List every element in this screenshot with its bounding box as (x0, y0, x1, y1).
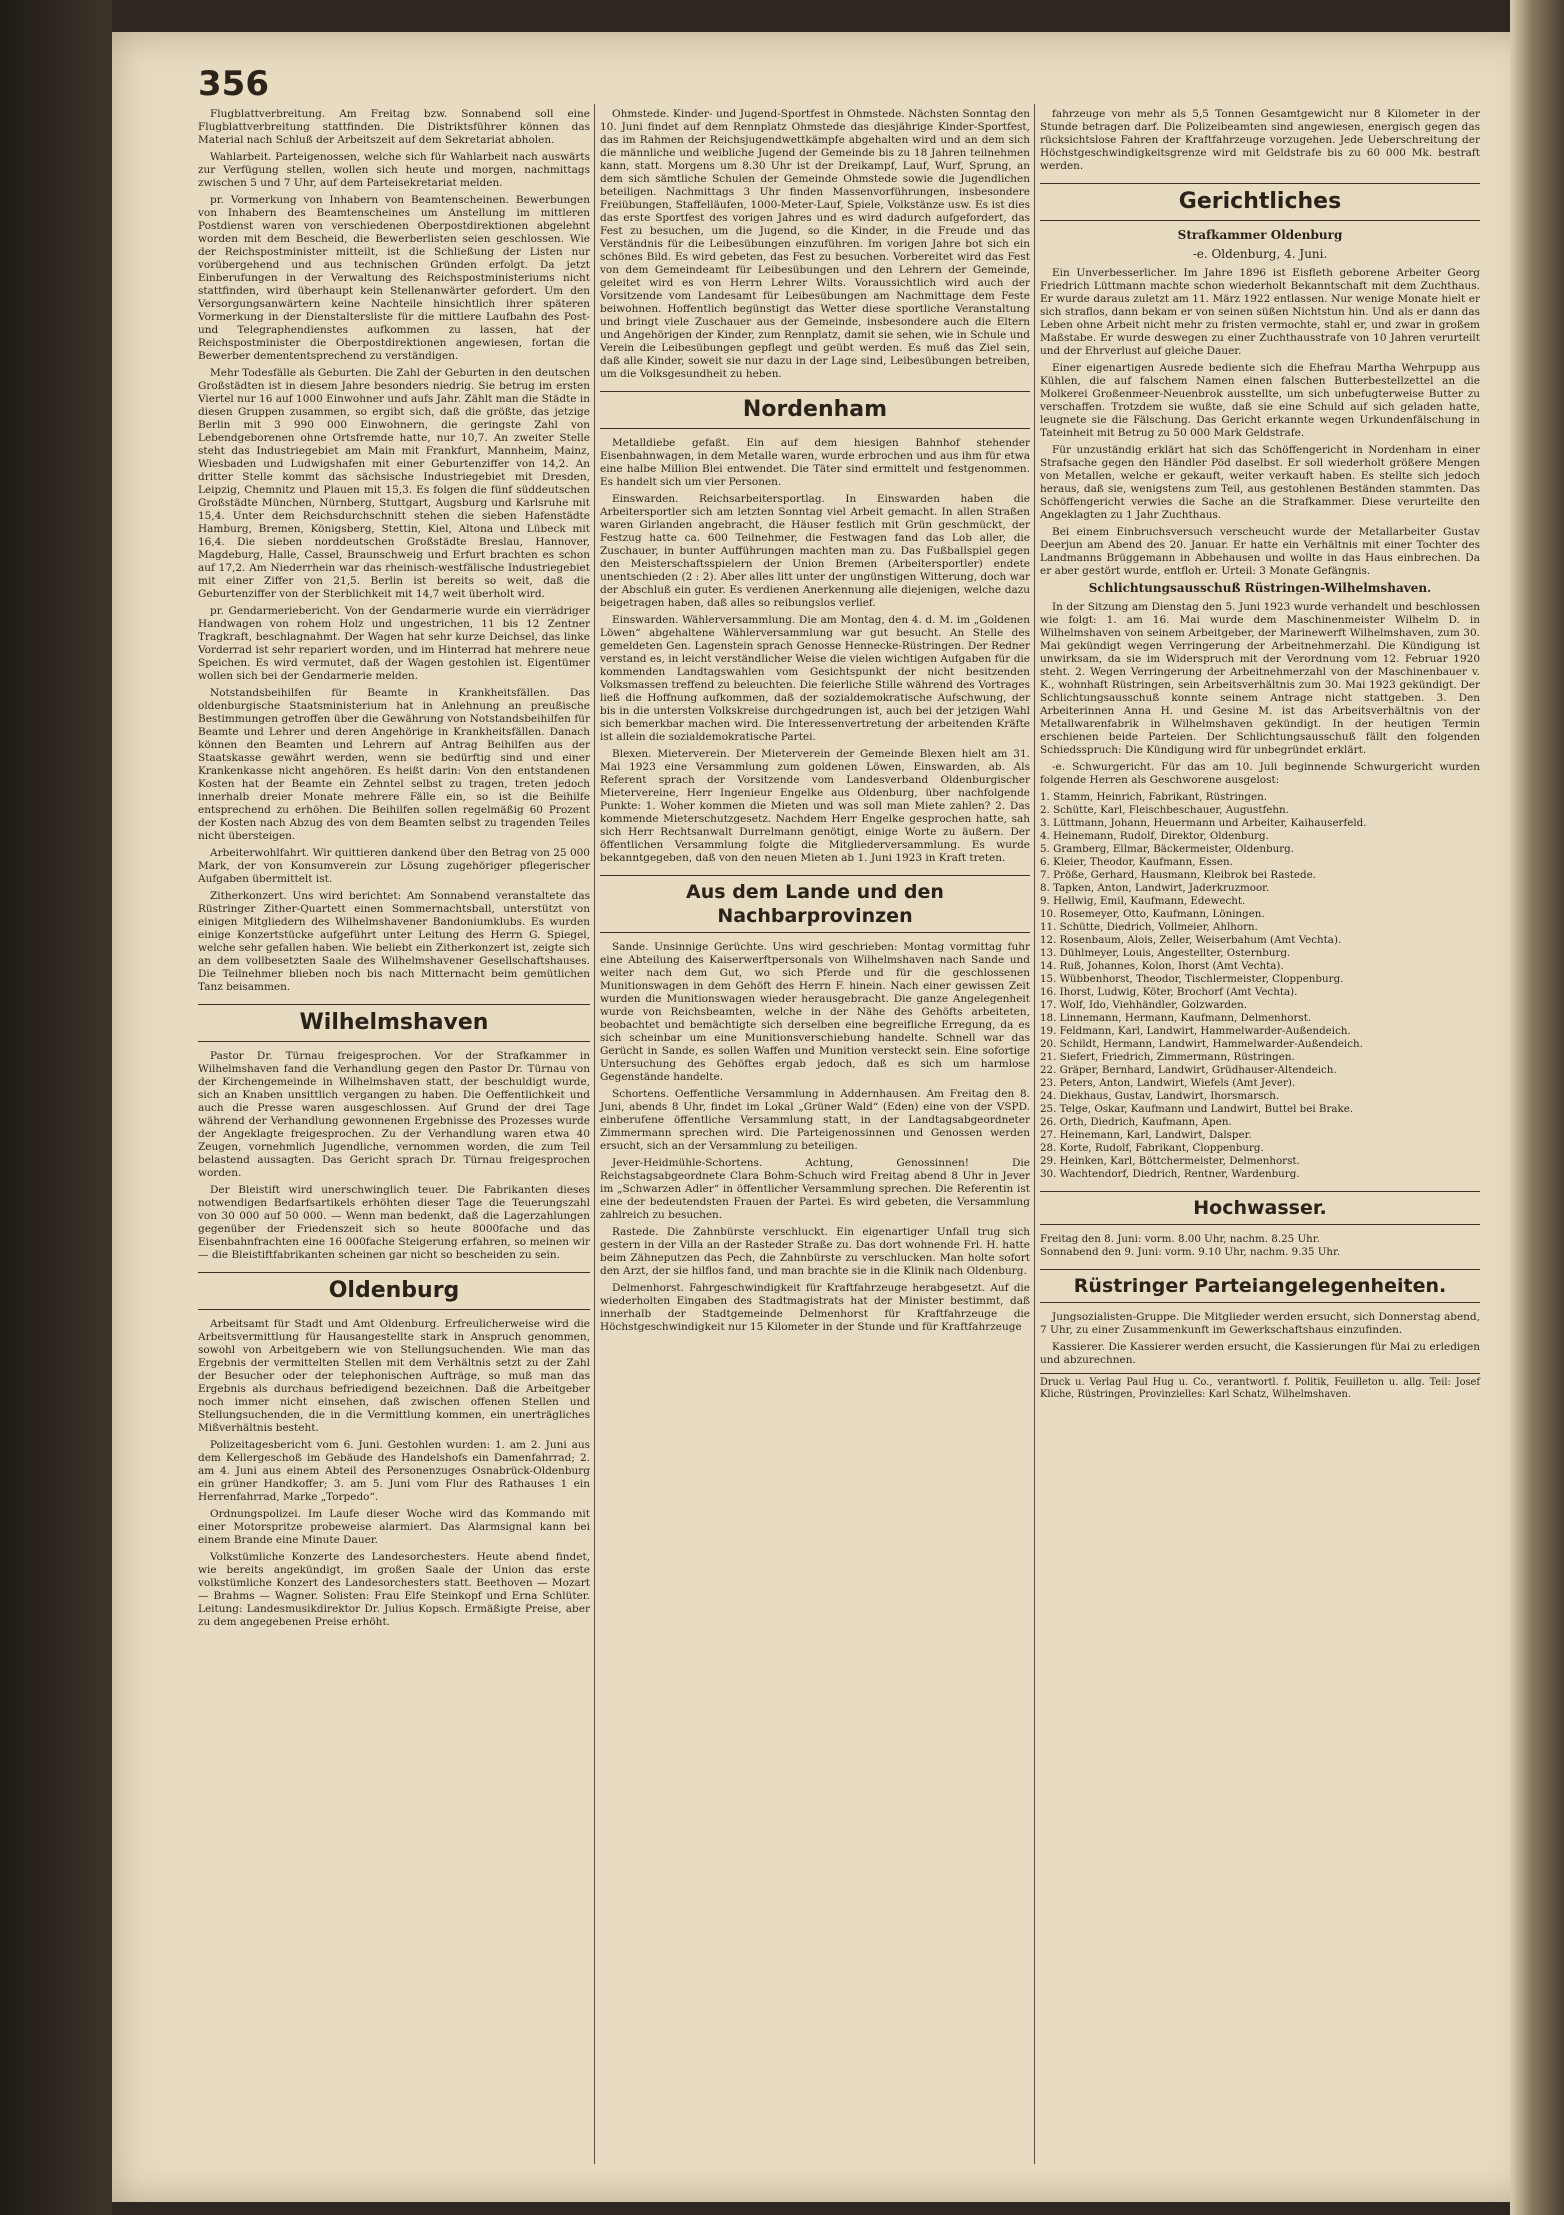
section-heading-parteiangelegenheiten: Rüstringer Parteiangelegenheiten. (1040, 1269, 1480, 1303)
dateline: -e. Oldenburg, 4. Juni. (1192, 247, 1328, 261)
juror-item: 21. Siefert, Friedrich, Zimmermann, Rüstringen. (1040, 1051, 1295, 1063)
juror-item: 5. Gramberg, Ellmar, Bäckermeister, Oldenburg. (1040, 843, 1295, 855)
article-paragraph: Rastede. Die Zahnbürste verschluckt. Ein eigenartiger Unfall trug sich gestern in der Villa an der Rasteder Straße zu. Das dort wohnende Frl. H. hatte beim Zähneputzen das Pech, die Zahnbürste zu verschlucken. Man holte sofort den Arzt, der sie hilflos fand, und man brachte sie in die Klinik nach Oldenburg. (600, 1226, 1030, 1277)
juror-item: 14. Ruß, Johannes, Kolon, Ihorst (Amt Vechta). (1040, 960, 1284, 972)
binding-edge-right (1510, 0, 1564, 2215)
section-heading-oldenburg: Oldenburg (198, 1272, 590, 1310)
juror-item: 2. Schütte, Karl, Fleischbeschauer, Augustfehn. (1040, 804, 1289, 816)
article-paragraph: Einer eigenartigen Ausrede bediente sich die Ehefrau Martha Wehrpupp aus Kühlen, die auf falschem Namen einen falschen Butterbestellzettel an die Molkerei Großenmeer-Neuenbrok ausstellte, um sich unbefugterweise Butter zu verschaffen. Trotzdem sie wußte, daß sie eine Schuld auf sich geladen hatte, leugnete sie die Fälschung. Das Gericht erkannte wegen Urkundenfälschung in Tateinheit mit Betrug zu 50 000 Mark Geldstrafe. (1040, 362, 1480, 439)
article-paragraph: Kassierer. Die Kassierer werden ersucht, die Kassierungen für Mai zu erledigen und abzurechnen. (1040, 1341, 1480, 1366)
hochwasser-line: Sonnabend den 9. Juni: vorm. 9.10 Uhr, nachm. 9.35 Uhr. (1040, 1246, 1341, 1258)
article-paragraph: Mehr Todesfälle als Geburten. Die Zahl der Geburten in den deutschen Großstädten ist in diesem Jahre besonders niedrig. Sie betrug im ersten Viertel nur 16 auf 1000 Einwohner und aufs Jahr. Zählt man die Städte in diesen Gruppen zusammen, so ergibt sich, daß die größte, das jetzige Berlin mit 3 990 000 Einwohnern, die geringste Zahl von Lebendgeborenen ohne Ortsfremde hatte, nur 10,7. An zweiter Stelle steht das Industriegebiet am Main mit Frankfurt, Mannheim, Mainz, Wiesbaden und Ludwigshafen mit einer Geburtenziffer von 14,2. An dritter Stelle kommt das sächsische Industriegebiet mit Dresden, Leipzig, Chemnitz und Plauen mit 15,3. Es folgen die fünf süddeutschen Großstädte München, Nürnberg, Stuttgart, Augsburg und Karlsruhe mit 15,4. Unter dem Reichsdurchschnitt stehen die sieben Hafenstädte Hamburg, Bremen, Königsberg, Stettin, Kiel, Altona und Lübeck mit 16,4. Die sieben norddeutschen Großstädte Breslau, Hannover, Magdeburg, Halle, Cassel, Braunschweig und Erfurt brachten es schon auf 17,2. Am Niederrhein war das rheinisch-westfälische Industriegebiet mit einer Ziffer von 21,5. Berlin ist bereits so weit, daß die Geburtenziffer von der Sterblichkeit mit 14,7 weit überholt wird. (198, 367, 590, 600)
article-paragraph: Schortens. Oeffentliche Versammlung in Addernhausen. Am Freitag den 8. Juni, abends 8 Uhr, findet im Lokal „Grüner Wald“ (Eden) eine von der VSPD. einberufene öffentliche Versammlung statt, in der Landtagsabgeordneter Zimmermann sprechen wird. Die Parteigenossinnen und Genossen werden ersucht, sich an der Versammlung zu beteiligen. (600, 1088, 1030, 1152)
imprint: Druck u. Verlag Paul Hug u. Co., verantwortl. f. Politik, Feuilleton u. allg. Teil: Josef Kliche, Rüstringen, Provinzielles: Karl Schatz, Wilhelmshaven. (1040, 1373, 1480, 1401)
juror-item: 18. Linnemann, Hermann, Kaufmann, Delmenhorst. (1040, 1012, 1312, 1024)
juror-item: 28. Korte, Rudolf, Fabrikant, Cloppenburg. (1040, 1142, 1264, 1154)
column-1 (198, 108, 590, 1633)
article-paragraph: fahrzeuge von mehr als 5,5 Tonnen Gesamtgewicht nur 8 Kilometer in der Stunde betragen darf. Die Polizeibeamten sind angewiesen, energisch gegen das rücksichtslose Fahren der Kraftfahrzeuge vorzugehen. Jede Ueberschreitung der Höchstgeschwindigkeitsgrenze wird mit Geldstrafe bis zu 60 000 Mk. bestraft werden. (1040, 108, 1480, 172)
article-paragraph: Delmenhorst. Fahrgeschwindigkeit für Kraftfahrzeuge herabgesetzt. Auf die wiederholten Eingaben des Stadtmagistrats hat der Minister bestimmt, daß innerhalb der Stadtgemeinde Delmenhorst für Kraftfahrzeuge die Höchstgeschwindigkeit nur 15 Kilometer in der Stunde und für Kraftfahrzeuge (600, 1282, 1030, 1333)
juror-item: 4. Heinemann, Rudolf, Direktor, Oldenburg. (1040, 830, 1269, 842)
column-rule (594, 104, 595, 2164)
article-paragraph: Metalldiebe gefaßt. Ein auf dem hiesigen Bahnhof stehender Eisenbahnwagen, in dem Metalle waren, wurde erbrochen und aus ihm für etwa eine halbe Million Blei entwendet. Die Täter sind ermittelt und festgenommen. Es handelt sich um vier Personen. (600, 437, 1030, 488)
article-paragraph: Notstandsbeihilfen für Beamte in Krankheitsfällen. Das oldenburgische Staatsministerium hat in Anlehnung an preußische Bestimmungen getroffen über die Gewährung von Notstandsbeihilfen für Beamte und Lehrer und deren Angehörige in Krankheitsfällen. Danach können den Beamten und Lehrern auf Antrag Beihilfen aus der Staatskasse gewährt werden, wenn sie bedürftig sind und einer Krankenkasse nicht angehören. Es heißt darin: Von den entstandenen Kosten hat der Beamte ein Zehntel selbst zu tragen, treten jedoch innerhalb dreier Monate mehrere Fälle ein, so ist die Beihilfe entsprechend zu erhöhen. Die Beihilfen sollen regelmäßig 60 Prozent der Kosten nach Abzug des von dem Beamten selbst zu tragenden Teiles nicht übersteigen. (198, 687, 590, 842)
subheading-strafkammer: Strafkammer Oldenburg (1177, 228, 1343, 242)
column-rule (1034, 104, 1035, 2164)
juror-item: 17. Wolf, Ido, Viehhändler, Golzwarden. (1040, 999, 1248, 1011)
article-paragraph: Ein Unverbesserlicher. Im Jahre 1896 ist Eisfleth geborene Arbeiter Georg Friedrich Lüttmann machte schon wiederholt Bekanntschaft mit dem Zuchthaus. Er wurde daraus zuletzt am 11. März 1922 entlassen. Nur wenige Monate hielt er sich straflos, dann bekam er von seinen süßen Nichtstun hin. Und als er dann das Leben ohne Arbeit nicht mehr zu fristen vermochte, stahl er, und zwar in großem Maßstabe. Er wurde deswegen zu einer Zuchthausstrafe von 10 Jahren verurteilt und der Ehrverlust auf gleiche Dauer. (1040, 267, 1480, 357)
article-paragraph: pr. Gendarmeriebericht. Von der Gendarmerie wurde ein vierrädriger Handwagen von rohem Holz und ungestrichen, 11 bis 12 Zentner Tragkraft, beschlagnahmt. Der Wagen hat sehr kurze Deichsel, das linke Vorderrad ist sehr repariert worden, und im Hinterrad hat mehrere neue Speichen. Es wird vermutet, daß der Wagen gestohlen ist. Eigentümer wollen sich bei der Gendarmerie melden. (198, 605, 590, 682)
juror-item: 15. Wübbenhorst, Theodor, Tischlermeister, Cloppenburg. (1040, 973, 1344, 985)
section-heading-nordenham: Nordenham (600, 391, 1030, 429)
juror-item: 11. Schütte, Diedrich, Vollmeier, Ahlhorn. (1040, 921, 1258, 933)
article-paragraph: Zitherkonzert. Uns wird berichtet: Am Sonnabend veranstaltete das Rüstringer Zither-Quartett einen Sommernachtsball, unterstützt von einigen Mitgliedern des Wilhelmshavener Bandoniumklubs. Es wurden einige Konzertstücke aufgeführt unter Leitung des Herrn G. Spiegel, welche sehr gefallen haben. Wie beliebt ein Zitherkonzert ist, zeigte sich an dem vollbesetzten Saale des Wilhelmshavener Gesellschaftshauses. Die Teilnehmer blieben noch bis nach Mitternacht beim gemütlichen Tanz beisammen. (198, 890, 590, 993)
section-heading-wilhelmshaven: Wilhelmshaven (198, 1004, 590, 1042)
subheading-schlichtungsausschuss: Schlichtungsausschuß Rüstringen-Wilhelmshaven. (1088, 581, 1432, 595)
juror-item: 25. Telge, Oskar, Kaufmann und Landwirt, Buttel bei Brake. (1040, 1103, 1354, 1115)
juror-item: 27. Heinemann, Karl, Landwirt, Dalsper. (1040, 1129, 1252, 1141)
hochwasser-line: Freitag den 8. Juni: vorm. 8.00 Uhr, nachm. 8.25 Uhr. (1040, 1233, 1320, 1245)
article-paragraph: Für unzuständig erklärt hat sich das Schöffengericht in Nordenham in einer Strafsache gegen den Händler Pöd daselbst. Er soll wiederholt größere Mengen von Metallen, welche er gekauft, weiter verkauft haben. Es stellte sich jedoch heraus, daß sie, wenigstens zum Teil, aus gestohlenen Beständen stammten. Das Schöffengericht verwies die Sache an die Strafkammer. Diese verurteilte den Angeklagten zu 1 Jahr Zuchthaus. (1040, 444, 1480, 521)
binding-edge-left (0, 0, 112, 2215)
article-paragraph: Arbeitsamt für Stadt und Amt Oldenburg. Erfreulicherweise wird die Arbeitsvermittlung für Hausangestellte stark in Anspruch genommen, sowohl von Arbeitgebern wie von Stellungsuchenden. Wie man das Ergebnis der vermittelten Stellen mit dem Verhältnis setzt zu der Zahl der Besucher oder der telephonischen Aufträge, so muß man das Ergebnis als durchaus befriedigend bezeichnen. Daß die Arbeitgeber noch immer nicht einsehen, daß zwischen offenen Stellen und Stellungsuchenden, die in die Vermittlung kommen, ein unerträgliches Mißverhältnis besteht. (198, 1318, 590, 1434)
section-heading-gerichtliches: Gerichtliches (1040, 183, 1480, 221)
article-paragraph: Ohmstede. Kinder- und Jugend-Sportfest in Ohmstede. Nächsten Sonntag den 10. Juni findet auf dem Rennplatz Ohmstede das diesjährige Kinder-Sportfest, das im Rahmen der Reichsjugendwettkämpfe abgehalten wird und an dem sich die männliche und weibliche Jugend der Gemeinde bis zu 18 Jahren teilnehmen kann, statt. Morgens um 8.30 Uhr ist der Dreikampf, Lauf, Wurf, Sprung, an dem sich sämtliche Schulen der Gemeinde Ohmstede sowie die Jugendlichen beteiligen. Nachmittags 3 Uhr finden Massenvorführungen, insbesondere Freiübungen, Staffelläufen, 1000-Meter-Lauf, Spiele, Volkstänze usw. Es ist dies das erste Sportfest des vorigen Jahres und es wird dadurch aufgefordert, das Fest zu besuchen, um die Jugend, so die Kinder, in die Freude und das Verständnis für die Leibesübungen einzuführen. Im vorigen Jahre bot sich ein schönes Bild. Es wird gebeten, das Fest zu besuchen. Vorbereitet wird das Fest von dem Gemeindeamt für Leibesübungen und den Lehrern der Gemeinde, geleitet wird es von Herrn Lehrer Wilts. Voraussichtlich wird auch der Vorsitzende vom Landesamt für Leibesübungen am Nachmittage dem Feste beiwohnen. Hoffentlich begünstigt das Wetter diese sportliche Veranstaltung und bringt viele Zuschauer aus der Gemeinde, insbesondere auch die Eltern und Angehörigen der Kinder, zum Rennplatz, damit sie sehen, wie in Schule und Verein die Leibesübungen gepflegt und geübt werden. Es muß das Ziel sein, daß alle Kinder, soweit sie nur dazu in der Lage sind, Leibesübungen betreiben, um die Volksgesundheit zu heben. (600, 108, 1030, 380)
article-paragraph: Der Bleistift wird unerschwinglich teuer. Die Fabrikanten dieses notwendigen Bedarfsartikels erhöhten dieser Tage die Teuerungszahl von 30 000 auf 50 000. — Wenn man bedenkt, daß die Lagerzahlungen gegenüber der Friedenszeit sich so heute 8000fache und das Eisenbahnfrachten eine 16 000fache Steigerung erfahren, so meinen wir — die Bleistiftfabrikanten scheinen gar nicht so bescheiden zu sein. (198, 1184, 590, 1261)
article-paragraph: Blexen. Mieterverein. Der Mieterverein der Gemeinde Blexen hielt am 31. Mai 1923 eine Versammlung zum goldenen Löwen, Einswarden, ab. Als Referent sprach der Vorsitzende vom Landesverband Oldenburgischer Mietervereine, Herr Ingenieur Engelke aus Oldenburg, über nachfolgende Punkte: 1. Woher kommen die Mieten und was soll man Miete zahlen? 2. Das kommende Mieterschutzgesetz. Nachdem Herr Engelke gesprochen hatte, sah sich Herr Rechtsanwalt Durrelmann genötigt, einige Worte zu äußern. Der öffentlichen Versammlung folgte die Mitgliederversammlung. Es wurde bekanntgegeben, daß von den neuen Mieten ab 1. Juni 1923 in Kraft treten. (600, 748, 1030, 864)
juror-item: 13. Dühlmeyer, Louis, Angestellter, Osternburg. (1040, 947, 1291, 959)
article-paragraph: Einswarden. Reichsarbeitersportlag. In Einswarden haben die Arbeitersportler sich am letzten Sonntag viel Arbeit gemacht. In allen Straßen waren Girlanden angebracht, die Häuser festlich mit Grün geschmückt, der Festzug hatte ca. 600 Teilnehmer, die Festwagen fand das Lob aller, die Zuschauer, in bunter Aufführungen machten man zu. Das Fußballspiel gegen den Meisterschaftsspielern der Union Bremen (Arbeitersportler) endete unentschieden (2 : 2). Aber alles litt unter der ungünstigen Witterung, doch war der Abschluß ein guter. Es verdienen Anerkennung alle diejenigen, welche dazu beigetragen haben, daß alles so reibungslos verlief. (600, 493, 1030, 609)
juror-item: 26. Orth, Diedrich, Kaufmann, Apen. (1040, 1116, 1232, 1128)
juror-item: 29. Heinken, Karl, Böttchermeister, Delmenhorst. (1040, 1155, 1300, 1167)
article-paragraph: Bei einem Einbruchsversuch verscheucht wurde der Metallarbeiter Gustav Deerjun am Abend des 20. Januar. Er hatte ein Verhältnis mit einer Tochter des Landmanns Brüggemann in Abbehausen und wollte in das Haus einbrechen. Da er aber gestört wurde, entfloh er. Urteil: 3 Monate Gefängnis. (1040, 526, 1480, 577)
juror-item: 1. Stamm, Heinrich, Fabrikant, Rüstringen. (1040, 791, 1267, 803)
article-paragraph: -e. Schwurgericht. Für das am 10. Juli beginnende Schwurgericht wurden folgende Herren als Geschworene ausgelost: (1040, 761, 1480, 786)
section-heading-hochwasser: Hochwasser. (1040, 1191, 1480, 1225)
juror-item: 16. Ihorst, Ludwig, Köter, Brochorf (Amt Vechta). (1040, 986, 1298, 998)
juror-item: 9. Hellwig, Emil, Kaufmann, Edewecht. (1040, 895, 1246, 907)
article-paragraph: Sande. Unsinnige Gerüchte. Uns wird geschrieben: Montag vormittag fuhr eine Abteilung des Kaiserwerftpersonals von Wilhelmshaven nach Sande und weiter nach dem Gut, wo sich Pferde und für die geschlossenen Munitionswagen in dem Gehöft des Herrn F. hinein. Nach einer gewissen Zeit wurden die Munitionswagen wieder herausgebracht. Die ganze Angelegenheit wurde von Reichsbeamten, welche in der Nähe des Gehöfts arbeiteten, beobachtet und bemächtigte sich derselben eine begreifliche Erregung, da es sich scheinbar um eine Munitionsverschiebung handelte. Schnell war das Gerücht in Sande, es sollen Waffen und Munition versteckt sein. Eine sofortige Untersuchung des Gehöftes ergab jedoch, daß es sich um harmlose Gegenstände handelte. (600, 941, 1030, 1083)
page-number: 356 (198, 64, 269, 104)
juror-item: 30. Wachtendorf, Diedrich, Rentner, Wardenburg. (1040, 1168, 1300, 1180)
article-paragraph: Einswarden. Wählerversammlung. Die am Montag, den 4. d. M. im „Goldenen Löwen“ abgehaltene Wählerversammlung war gut besucht. An Stelle des gemeldeten Gen. Lagenstein sprach Genosse Hennecke-Rüstringen. Der Redner verstand es, in leicht verständlicher Weise die vielen wichtigen Aufgaben für die kommenden Landtagswahlen vom Gesichtspunkt der nicht besitzenden Volksmassen treffend zu beleuchten. Die feierliche Stille während des Vortrages ließ die Hoffnung aufkommen, daß der sozialdemokratische Aufschwung, der bis in die untersten Volkskreise durchgedrungen ist, auch bei der jetzigen Wahl sich bemerkbar machen wird. Die Interessenvertretung der arbeitenden Kräfte ist allein die sozialdemokratische Partei. (600, 614, 1030, 743)
article-paragraph: Ordnungspolizei. Im Laufe dieser Woche wird das Kommando mit einer Motorspritze probeweise alarmiert. Das Alarmsignal kann bei einem Brande eine Minute Dauer. (198, 1508, 590, 1546)
article-paragraph: Pastor Dr. Türnau freigesprochen. Vor der Strafkammer in Wilhelmshaven fand die Verhandlung gegen den Pastor Dr. Türnau von der Kirchengemeinde in Wilhelmshaven statt, der beschuldigt wurde, sich an Knaben unsittlich vergangen zu haben. Die Oeffentlichkeit und auch die Presse waren ausgeschlossen. Auf Grund der drei Tage während der Verhandlung gewonnenen Ergebnisse des Prozesses wurde der Angeklagte freigesprochen. Zu der Verhandlung waren etwa 40 Zeugen, vornehmlich Jugendliche, vernommen worden, die zum Teil belastend aussagten. Das Gericht sprach Dr. Türnau freigesprochen worden. (198, 1050, 590, 1179)
juror-item: 22. Gräper, Bernhard, Landwirt, Grüdhauser-Altendeich. (1040, 1064, 1337, 1076)
juror-item: 3. Lüttmann, Johann, Heuermann und Arbeiter, Kaihauserfeld. (1040, 817, 1367, 829)
juror-item: 6. Kleier, Theodor, Kaufmann, Essen. (1040, 856, 1233, 868)
juror-item: 24. Diekhaus, Gustav, Landwirt, Ihorsmarsch. (1040, 1090, 1280, 1102)
juror-item: 20. Schildt, Hermann, Landwirt, Hammelwarder-Außendeich. (1040, 1038, 1363, 1050)
juror-item: 19. Feldmann, Karl, Landwirt, Hammelwarder-Außendeich. (1040, 1025, 1351, 1037)
article-paragraph: pr. Vormerkung von Inhabern von Beamtenscheinen. Bewerbungen von Inhabern des Beamtenscheines um Anstellung im mittleren Postdienst waren von verschiedenen Oberpostdirektionen abgelehnt worden mit dem Bescheid, die Bewerberlisten seien geschlossen. Wie der Reichspostminister mitteilt, ist die Schließung der Listen nur vorübergehend und aus technischen Gründen erfolgt. Da jetzt Einberufungen in der Verwaltung des Reichspostministeriums nicht stattfinden, wird überhaupt kein Stellenanwärter gefordert. Um den Versorgungsanwärtern keine Nachteile hinsichtlich ihrer späteren Vormerkung in der Dienstaltersliste für die mittlere Laufbahn des Post- und Telegraphendienstes aufkommen zu lassen, hat der Reichspostminister die Oberpostdirektionen angewiesen, fortan die Bewerber demententsprechend zu verständigen. (198, 194, 590, 362)
column-2 (600, 108, 1030, 1338)
article-paragraph: Jever-Heidmühle-Schortens. Achtung, Genossinnen! Die Reichstagsabgeordnete Clara Bohm-Schuch wird Freitag abend 8 Uhr in Jever im „Schwarzen Adler“ in öffentlicher Versammlung sprechen. Die Referentin ist eine der bedeutendsten Frauen der Partei. Es wird gebeten, die Versammlung zahlreich zu besuchen. (600, 1157, 1030, 1221)
article-paragraph: Arbeiterwohlfahrt. Wir quittieren dankend über den Betrag von 25 000 Mark, der von Konsumverein zur Lösung zugehöriger pflegerischer Aufgaben übermittelt ist. (198, 847, 590, 885)
section-heading-aus-dem-lande: Aus dem Lande und den Nachbarprovinzen (600, 875, 1030, 933)
article-paragraph: In der Sitzung am Dienstag den 5. Juni 1923 wurde verhandelt und beschlossen wie folgt: 1. am 16. Mai wurde dem Maschinenmeister Wilhelm D. in Wilhelmshaven von seinem Arbeitgeber, der Marinewerft Wilhelmshaven, zum 30. Mai gekündigt wegen Verringerung der Arbeitnehmerzahl. Die Kündigung ist unwirksam, da sie im Widerspruch mit der Verordnung vom 12. Februar 1920 steht. 2. Wegen Verringerung der Arbeitnehmerzahl von der Maschinenbauer v. K., wohnhaft Rüstringen, sein Arbeitsverhältnis zum 30. Mai 1923 gekündigt. Der Schlichtungsausschuß konnte seinem Antrage nicht stattgeben. 3. Den Arbeiterinnen Anna H. und Gesine M. ist das Arbeitsverhältnis von der Metallwarenfabrik in Wilhelmshaven gekündigt. In der heutigen Termin erschienen beide Parteien. Der Schlichtungsausschuß fällt den folgenden Schiedsspruch: Die Kündigung wird für unbegründet erklärt. (1040, 601, 1480, 756)
article-paragraph: Volkstümliche Konzerte des Landesorchesters. Heute abend findet, wie bereits angekündigt, im großen Saale der Union das erste volkstümliche Konzert des Landesorchesters statt. Beethoven — Mozart — Brahms — Wagner. Solisten: Frau Elfe Steinkopf und Erna Schlüter. Leitung: Landesmusikdirektor Dr. Julius Kopsch. Ermäßigte Preise, aber zu dem angegebenen Preise erhöht. (198, 1551, 590, 1628)
juror-item: 10. Rosemeyer, Otto, Kaufmann, Löningen. (1040, 908, 1265, 920)
juror-item: 7. Pröße, Gerhard, Hausmann, Kleibrok bei Rastede. (1040, 869, 1316, 881)
column-3 (1040, 108, 1480, 1401)
article-paragraph: Flugblattverbreitung. Am Freitag bzw. Sonnabend soll eine Flugblattverbreitung stattfinden. Die Distriktsführer können das Material nach Schluß der Arbeitszeit auf dem Sekretariat abholen. (198, 108, 590, 146)
juror-list (1040, 791, 1480, 1181)
juror-item: 12. Rosenbaum, Alois, Zeller, Weiserbahum (Amt Vechta). (1040, 934, 1342, 946)
article-paragraph: Polizeitagesbericht vom 6. Juni. Gestohlen wurden: 1. am 2. Juni aus dem Kellergeschoß im Gebäude des Handelshofs ein Damenfahrrad; 2. am 4. Juni aus einem Abteil des Personenzuges Osnabrück-Oldenburg ein grüner Handkoffer; 3. am 5. Juni vom Flur des Rathauses 1 ein Herrenfahrrad, Marke „Torpedo“. (198, 1439, 590, 1503)
juror-item: 8. Tapken, Anton, Landwirt, Jaderkruzmoor. (1040, 882, 1270, 894)
article-paragraph: Wahlarbeit. Parteigenossen, welche sich für Wahlarbeit nach auswärts zur Verfügung stellen, wollen sich heute und morgen, nachmittags zwischen 5 und 7 Uhr, auf dem Parteisekretariat melden. (198, 151, 590, 189)
juror-item: 23. Peters, Anton, Landwirt, Wiefels (Amt Jever). (1040, 1077, 1296, 1089)
article-paragraph: Jungsozialisten-Gruppe. Die Mitglieder werden ersucht, sich Donnerstag abend, 7 Uhr, zu einer Zusammenkunft im Gewerkschaftshaus einzufinden. (1040, 1311, 1480, 1336)
